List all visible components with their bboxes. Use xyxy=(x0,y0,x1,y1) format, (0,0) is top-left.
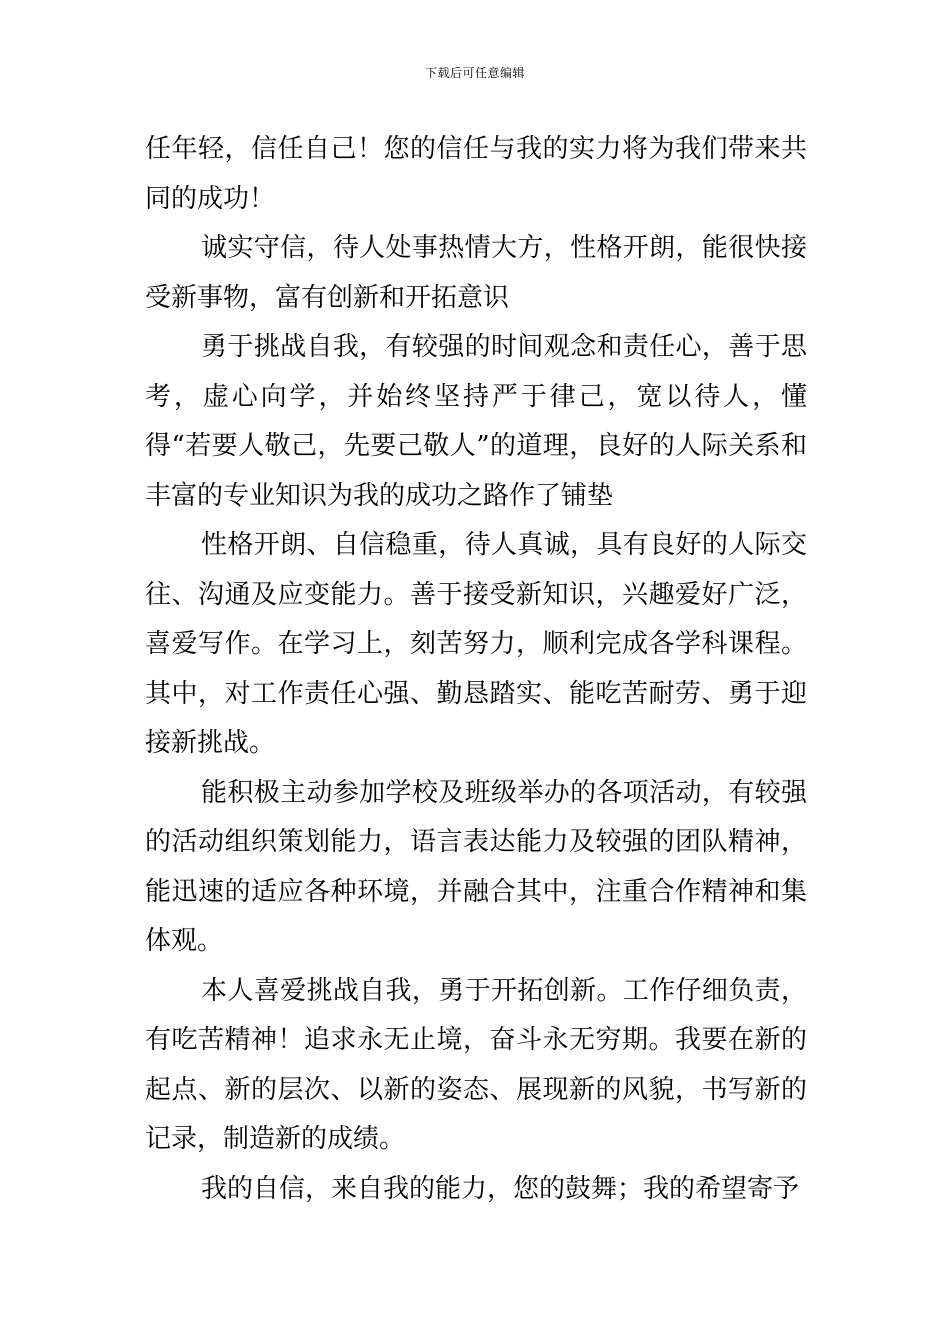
paragraph: 性格开朗、自信稳重，待人真诚，具有良好的人际交往、沟通及应变能力。善于接受新知识，兴趣爱好广泛，喜爱写作。在学习上，刻苦努力，顺利完成各学科课程。其中，对工作责任心强、勤恳踏实、能吃苦耐劳、勇于迎接新挑战。 xyxy=(145,530,807,758)
paragraph: 本人喜爱挑战自我，勇于开拓创新。工作仔细负责，有吃苦精神！追求永无止境，奋斗永无穷期。我要在新的起点、新的层次、以新的姿态、展现新的风貌，书写新的记录，制造新的成绩。 xyxy=(145,975,807,1154)
paragraph: 能积极主动参加学校及班级举办的各项活动，有较强的活动组织策划能力，语言表达能力及较强的团队精神，能迅速的适应各种环境，并融合其中，注重合作精神和集体观。 xyxy=(145,777,807,956)
paragraph-continuation: 任年轻，信任自己！您的信任与我的实力将为我们带来共同的成功！ xyxy=(145,134,807,214)
paragraph-truncated: 我的自信，来自我的能力，您的鼓舞；我的希望寄予 xyxy=(201,1173,800,1204)
document-body xyxy=(145,125,807,1214)
paragraph: 诚实守信，待人处事热情大方，性格开朗，能很快接受新事物，富有创新和开拓意识 xyxy=(145,233,807,313)
paragraph: 勇于挑战自我，有较强的时间观念和责任心，善于思考，虚心向学，并始终坚持严于律己，宽以待人，懂得“若要人敬己，先要己敬人”的道理，良好的人际关系和丰富的专业知识为我的成功之路作了铺垫 xyxy=(145,332,807,511)
header-note: 下载后可任意编辑 xyxy=(424,66,525,80)
